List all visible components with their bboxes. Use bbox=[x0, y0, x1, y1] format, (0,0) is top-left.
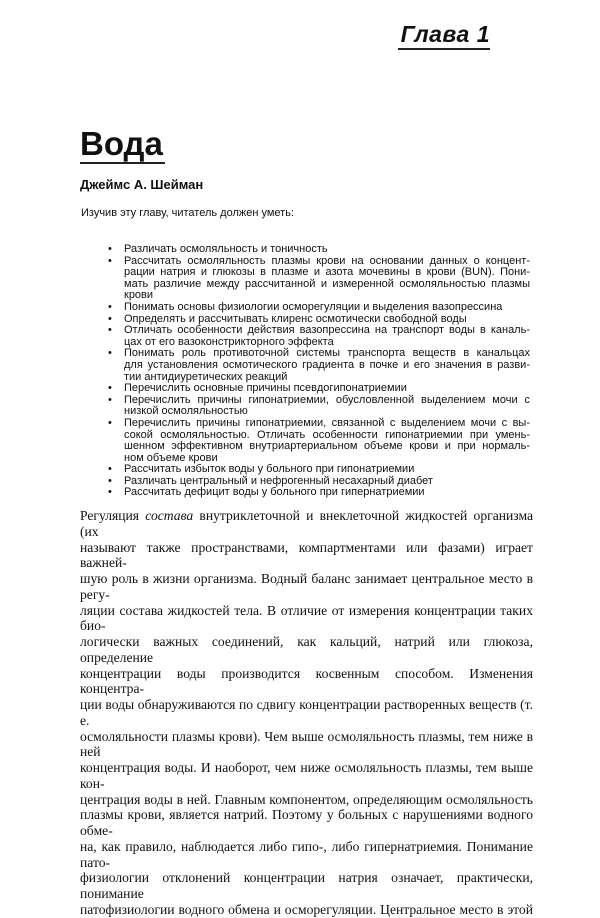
bullet-icon: • bbox=[108, 300, 112, 313]
objective-line: Рассчитать избыток воды у больного при гипонатриемии bbox=[124, 463, 415, 476]
objective-line: Рассчитать дефицит воды у больного при гипернатриемии bbox=[124, 486, 425, 499]
bullet-icon: • bbox=[108, 324, 112, 337]
objective-line: для установления осмотического градиента в почке и его значения в разви- bbox=[124, 358, 530, 371]
bullet-icon: • bbox=[108, 463, 112, 476]
objective-line: Рассчитать осмоляльность плазмы крови на основании данных о концент- bbox=[124, 254, 530, 267]
body-line: Регуляция состава внутриклеточной и внеклеточной жидкостей организма (их bbox=[80, 508, 533, 539]
objective-item bbox=[108, 487, 530, 499]
objective-line: Перечислить причины гипонатриемии, обусловленной выделением мочи с bbox=[124, 393, 530, 406]
objective-line: мать различие между рассчитанной и измеренной осмоляльностью плазмы bbox=[124, 277, 530, 290]
objective-item bbox=[108, 418, 530, 464]
bullet-icon: • bbox=[108, 382, 112, 395]
objective-item bbox=[108, 325, 530, 348]
objective-line: рации натрия и глюкозы в плазме и азота мочевины в крови (BUN). Пони- bbox=[124, 266, 530, 279]
objective-line: Определять и рассчитывать клиренс осмотически свободной воды bbox=[124, 312, 467, 325]
objective-line: Понимать роль противоточной системы транспорта веществ в канальцах bbox=[124, 347, 530, 360]
objective-line: ном объеме крови bbox=[124, 451, 218, 464]
body-line: плазмы крови, является натрий. Поэтому у больных с нарушениями водного обме- bbox=[80, 807, 533, 838]
objective-item bbox=[108, 395, 530, 418]
bullet-icon: • bbox=[108, 486, 112, 499]
chapter-heading: Глава 1 bbox=[398, 22, 490, 50]
objective-line: Различать центральный и нефрогенный несахарный диабет bbox=[124, 474, 433, 487]
objective-line: тии антидиуретических реакций bbox=[124, 370, 288, 383]
body-line: концентрация воды. И наоборот, чем ниже осмоляльность плазмы, тем выше кон- bbox=[80, 760, 533, 791]
objective-item bbox=[108, 383, 530, 395]
objective-item bbox=[108, 302, 530, 314]
body-line: концентрации воды производится косвенным способом. Изменения концентра- bbox=[80, 665, 533, 697]
objective-item bbox=[108, 256, 530, 302]
objective-item bbox=[108, 244, 530, 256]
author-name: Джеймс А. Шейман bbox=[80, 177, 204, 192]
objective-line: Перечислить причины гипонатриемии, связанной с выделением мочи с вы- bbox=[124, 416, 530, 429]
objectives-intro: Изучив эту главу, читатель должен уметь: bbox=[81, 207, 294, 219]
objectives-list bbox=[108, 244, 530, 499]
bullet-icon: • bbox=[108, 243, 112, 255]
objective-line: цах от его вазоконстрикторного эффекта bbox=[124, 335, 334, 348]
objective-line: Различать осмоляльность и тоничность bbox=[124, 243, 328, 255]
bullet-icon: • bbox=[108, 347, 112, 360]
body-line: ляции состава жидкостей тела. В отличие от измерения концентрации таких био- bbox=[80, 602, 533, 634]
body-line: осмоляльности плазмы крови). Чем выше осмоляльность плазмы, тем ниже в ней bbox=[80, 728, 533, 760]
body-line: ции воды обнаруживаются по сдвигу концентрации растворенных веществ (т. е. bbox=[80, 697, 533, 728]
objective-line: низкой осмоляльностью bbox=[124, 405, 248, 418]
body-line: патофизиологии водного обмена и осморегуляции. Центральное место в этой bbox=[80, 901, 533, 917]
objective-line: Отличать особенности действия вазопрессина на транспорт воды в каналь- bbox=[124, 324, 530, 337]
bullet-icon: • bbox=[108, 416, 112, 429]
body-text bbox=[80, 508, 533, 918]
body-line: центрация воды в ней. Главным компонентом, определяющим осмоляльность bbox=[80, 791, 533, 807]
bullet-icon: • bbox=[108, 393, 112, 406]
objective-line: крови bbox=[124, 289, 154, 302]
objective-line: Перечислить основные причины псевдогипонатриемии bbox=[124, 382, 407, 395]
objective-line: сокой осмоляльностью. Отличать особенности гипонатриемии при умень- bbox=[124, 428, 530, 441]
body-line: физиологии отклонений концентрации натрия означает, практически, понимание bbox=[80, 870, 533, 901]
bullet-icon: • bbox=[108, 254, 112, 267]
objective-line: Понимать основы физиологии осморегуляции и выделения вазопрессина bbox=[124, 300, 503, 313]
bullet-icon: • bbox=[108, 312, 112, 325]
body-line: шую роль в жизни организма. Водный баланс занимает центральное место в регу- bbox=[80, 571, 533, 602]
body-line: логически важных соединений, как кальций, натрий или глюкоза, определение bbox=[80, 634, 533, 665]
bullet-icon: • bbox=[108, 474, 112, 487]
body-line: называют также пространствами, компартментами или фазами) играет важней- bbox=[80, 539, 533, 571]
objective-item bbox=[108, 348, 530, 383]
chapter-title: Вода bbox=[80, 125, 163, 162]
objective-line: шенном эффективном внутриартериальном объеме крови и при нормаль- bbox=[124, 440, 530, 453]
body-line: на, как правило, наблюдается либо гипо-, либо гипернатриемия. Понимание пато- bbox=[80, 838, 533, 870]
